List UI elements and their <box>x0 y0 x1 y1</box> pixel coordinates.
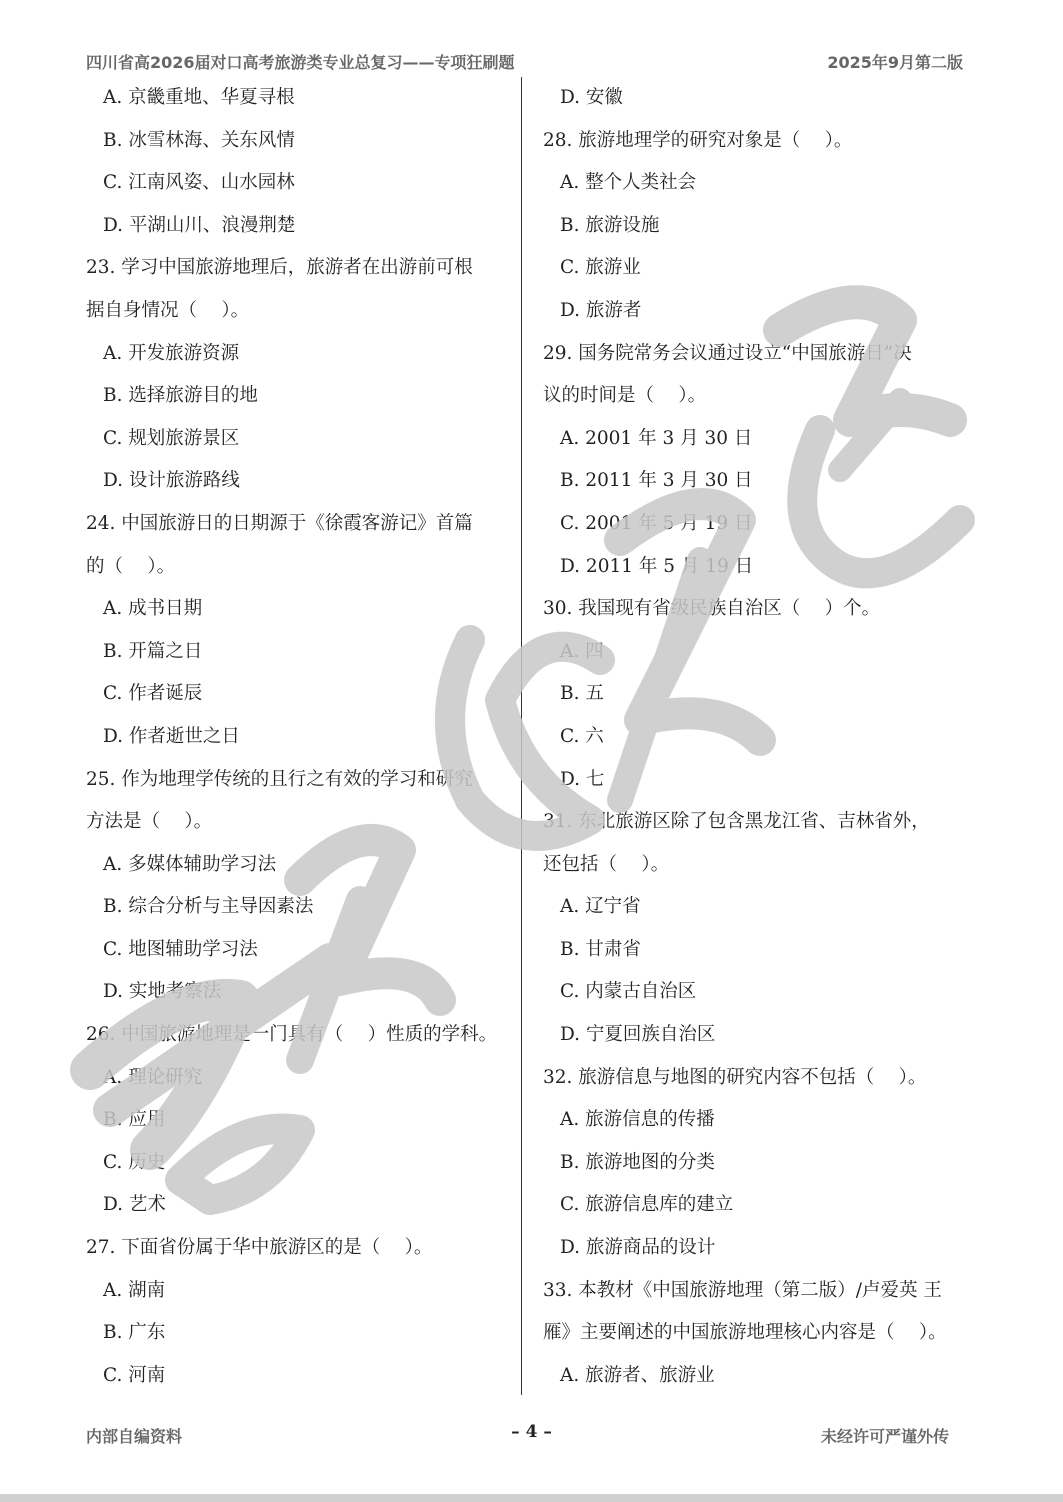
answer-option: A. 理论研究 <box>103 1066 203 1088</box>
answer-option: C. 规划旅游景区 <box>103 427 240 449</box>
answer-option: C. 六 <box>560 725 604 747</box>
answer-option: B. 选择旅游目的地 <box>103 385 258 407</box>
question-text: 31. 东北旅游区除了包含黑龙江省、吉林省外， <box>543 811 930 833</box>
answer-option: A. 旅游者、旅游业 <box>560 1364 715 1386</box>
question-text: 29. 国务院常务会议通过设立“中国旅游日”决 <box>543 342 912 364</box>
answer-option: D. 艺术 <box>103 1194 166 1216</box>
question-text: 的（ ）。 <box>86 555 176 577</box>
answer-option: A. 旅游信息的传播 <box>560 1109 715 1131</box>
answer-option: D. 2011 年 5 月 19 日 <box>560 555 754 577</box>
question-text: 方法是（ ）。 <box>86 811 213 833</box>
answer-option: A. 湖南 <box>103 1279 166 1301</box>
answer-option: B. 旅游地图的分类 <box>560 1151 715 1173</box>
answer-option: B. 开篇之日 <box>103 640 203 662</box>
answer-option: D. 安徽 <box>560 87 623 108</box>
question-text: 28. 旅游地理学的研究对象是（ ）。 <box>543 129 853 151</box>
answer-option: C. 江南风姿、山水园林 <box>103 172 295 194</box>
answer-option: B. 五 <box>560 683 604 705</box>
answer-option: C. 历史 <box>103 1151 166 1173</box>
answer-option: B. 应用 <box>103 1109 166 1131</box>
answer-option: B. 旅游设施 <box>560 214 660 236</box>
header-edition: 2025年9月第二版 <box>827 53 963 72</box>
answer-option: B. 广东 <box>103 1322 166 1344</box>
answer-option: D. 旅游商品的设计 <box>560 1237 716 1259</box>
page-footer <box>86 1420 977 1448</box>
answer-option: A. 2001 年 3 月 30 日 <box>560 427 753 449</box>
answer-option: A. 整个人类社会 <box>560 172 697 194</box>
page-number: – 4 – <box>511 1422 552 1442</box>
question-text: 还包括（ ）。 <box>543 853 670 875</box>
footer-right: 未经许可严谨外传 <box>820 1427 949 1446</box>
answer-option: D. 作者逝世之日 <box>103 725 240 747</box>
left-column <box>86 77 526 1397</box>
question-text: 32. 旅游信息与地图的研究内容不包括（ ）。 <box>543 1066 927 1088</box>
answer-option: D. 实地考察法 <box>103 981 222 1003</box>
answer-option: D. 宁夏回族自治区 <box>560 1024 716 1046</box>
answer-option: C. 地图辅助学习法 <box>103 938 258 960</box>
answer-option: C. 内蒙古自治区 <box>560 981 697 1003</box>
footer-left: 内部自编资料 <box>86 1427 183 1446</box>
answer-option: C. 河南 <box>103 1364 166 1386</box>
answer-option: C. 旅游信息库的建立 <box>560 1194 734 1216</box>
answer-option: A. 多媒体辅助学习法 <box>103 853 277 875</box>
answer-option: A. 辽宁省 <box>560 896 641 918</box>
column-divider <box>521 77 522 1395</box>
answer-option: D. 七 <box>560 768 605 790</box>
question-text: 27. 下面省份属于华中旅游区的是（ ）。 <box>86 1237 433 1259</box>
question-text: 25. 作为地理学传统的且行之有效的学习和研究 <box>86 768 473 790</box>
answer-option: B. 综合分析与主导因素法 <box>103 896 314 918</box>
answer-option: A. 京畿重地、华夏寻根 <box>103 87 295 108</box>
answer-option: C. 作者诞辰 <box>103 683 203 705</box>
question-text: 24. 中国旅游日的日期源于《徐霞客游记》首篇 <box>86 512 473 534</box>
question-text: 26. 中国旅游地理是一门具有（ ）性质的学科。 <box>86 1024 498 1046</box>
question-text: 33. 本教材《中国旅游地理（第二版）/卢爱英 王 <box>543 1279 942 1301</box>
answer-option: D. 平湖山川、浪漫荆楚 <box>103 214 296 236</box>
question-text: 雁》主要阐述的中国旅游地理核心内容是（ ）。 <box>543 1322 947 1344</box>
bottom-bar <box>0 1494 1063 1502</box>
header-title: 四川省高2026届对口高考旅游类专业总复习——专项狂刷题 <box>86 53 515 72</box>
answer-option: A. 四 <box>560 640 604 662</box>
answer-option: A. 成书日期 <box>103 598 203 620</box>
answer-option: D. 旅游者 <box>560 299 642 321</box>
right-column <box>543 77 983 1397</box>
question-text: 23. 学习中国旅游地理后，旅游者在出游前可根 <box>86 257 473 279</box>
question-text: 30. 我国现有省级民族自治区（ ）个。 <box>543 598 881 620</box>
answer-option: D. 设计旅游路线 <box>103 470 240 492</box>
page-header <box>86 50 963 74</box>
answer-option: B. 冰雪林海、关东风情 <box>103 129 295 151</box>
answer-option: C. 2001 年 5 月 19 日 <box>560 512 753 534</box>
answer-option: B. 甘肃省 <box>560 938 641 960</box>
answer-option: A. 开发旅游资源 <box>103 342 240 364</box>
answer-option: B. 2011 年 3 月 30 日 <box>560 470 753 492</box>
answer-option: C. 旅游业 <box>560 257 641 279</box>
question-text: 据自身情况（ ）。 <box>86 299 250 321</box>
question-text: 议的时间是（ ）。 <box>543 385 707 407</box>
